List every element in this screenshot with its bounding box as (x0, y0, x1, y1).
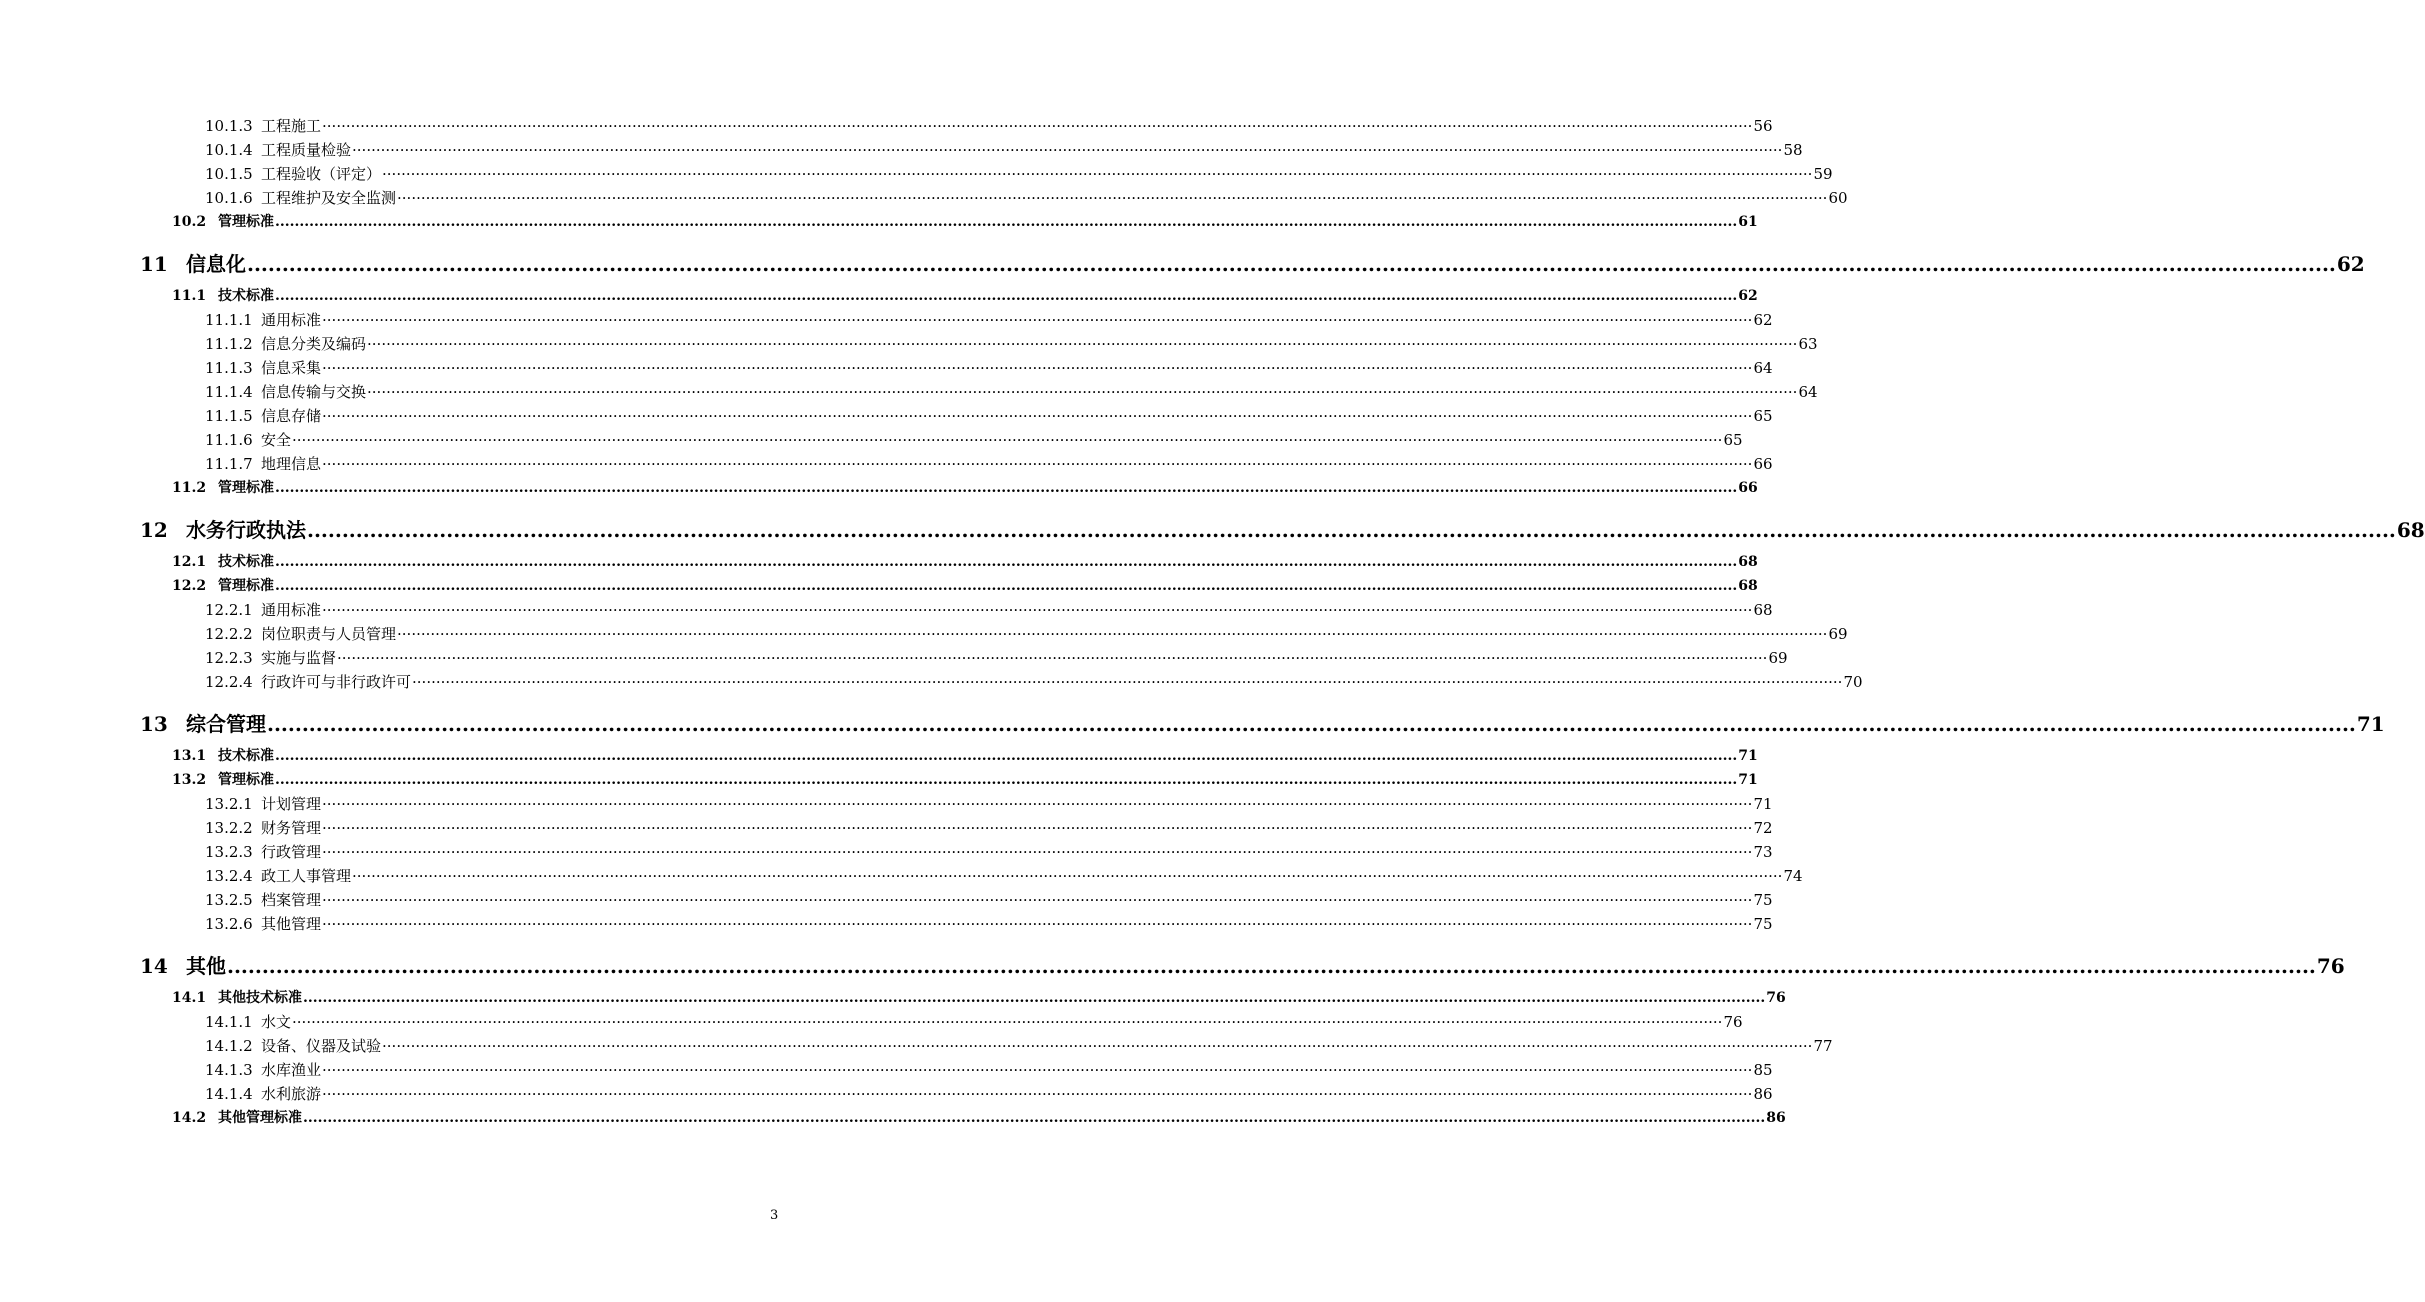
toc-entry-title: 财务管理 (261, 819, 322, 837)
toc-entry-title: 档案管理 (261, 891, 322, 909)
toc-entry-number: 13.2.6 (205, 915, 253, 933)
dot-leader: ............................................................................................................................................................................................................................................................................................................ (247, 252, 2336, 276)
toc-entry-title: 管理标准 (218, 480, 274, 496)
toc-entry-title: 通用标准 (261, 311, 322, 329)
toc-entry-level-3[interactable] (0, 841, 1773, 862)
toc-entry-level-3[interactable] (0, 647, 1788, 668)
toc-entry-level-3[interactable] (0, 381, 1818, 402)
toc-entry-page: 59 (1813, 165, 1833, 183)
toc-entry-page: 68 (1738, 578, 1758, 594)
toc-entry-title: 通用标准 (261, 601, 322, 619)
toc-entry-page: 68 (1753, 601, 1773, 619)
toc-entry-title: 技术标准 (218, 288, 274, 304)
toc-entry-level-3[interactable] (0, 1059, 1773, 1080)
toc-entry-number: 12.2.3 (205, 649, 253, 667)
toc-entry-title: 安全 (261, 431, 292, 449)
toc-entry-page: 65 (1753, 407, 1773, 425)
toc-entry-page: 86 (1753, 1085, 1773, 1103)
dot-leader: ············································································································································································································································································································ (397, 625, 1828, 643)
toc-entry-level-3[interactable] (0, 913, 1773, 934)
toc-entry-number: 10.1.6 (205, 189, 253, 207)
toc-entry-level-1[interactable] (0, 248, 2365, 277)
toc-entry-page: 71 (1738, 748, 1758, 764)
dot-leader: ············································································································································································································································································································ (397, 189, 1828, 207)
toc-entry-title: 其他管理 (261, 915, 322, 933)
toc-entry-title: 水文 (261, 1013, 292, 1031)
toc-entry-level-3[interactable] (0, 1011, 1743, 1032)
toc-entry-number: 14.1.2 (205, 1037, 253, 1055)
toc-entry-page: 76 (1723, 1013, 1743, 1031)
toc-entry-level-3[interactable] (0, 333, 1818, 354)
toc-entry-page: 85 (1753, 1061, 1773, 1079)
toc-entry-page: 62 (1738, 288, 1758, 304)
dot-leader: ............................................................................................................................................................................................................................................................................................................ (275, 772, 1738, 788)
toc-entry-level-3[interactable] (0, 187, 1848, 208)
toc-entry-page: 71 (2356, 712, 2385, 736)
dot-leader: ············································································································································································································································································································ (322, 117, 1753, 135)
dot-leader: ............................................................................................................................................................................................................................................................................................................ (275, 554, 1738, 570)
toc-entry-title: 水务行政执法 (186, 518, 306, 542)
toc-entry-level-3[interactable] (0, 793, 1773, 814)
dot-leader: ············································································································································································································································································································ (367, 335, 1798, 353)
toc-entry-level-3[interactable] (0, 139, 1803, 160)
toc-entry-title: 信息分类及编码 (261, 335, 367, 353)
dot-leader: ············································································································································································································································································································ (322, 601, 1753, 619)
toc-entry-level-1[interactable] (0, 708, 2385, 737)
toc-entry-page: 72 (1753, 819, 1773, 837)
toc-entry-page: 65 (1723, 431, 1743, 449)
toc-entry-level-3[interactable] (0, 115, 1773, 136)
toc-entry-number: 10.1.3 (205, 117, 253, 135)
toc-entry-title: 政工人事管理 (261, 867, 352, 885)
toc-entry-page: 64 (1753, 359, 1773, 377)
dot-leader: ············································································································································································································································································································ (322, 795, 1753, 813)
dot-leader: ............................................................................................................................................................................................................................................................................................................ (267, 712, 2356, 736)
toc-entry-number: 14.1.4 (205, 1085, 253, 1103)
toc-entry-page: 77 (1813, 1037, 1833, 1055)
toc-entry-title: 工程验收（评定） (261, 165, 382, 183)
toc-entry-number: 11.2 (172, 480, 207, 496)
toc-entry-title: 计划管理 (261, 795, 322, 813)
toc-entry-level-2[interactable] (0, 285, 1758, 305)
toc-entry-title: 技术标准 (218, 748, 274, 764)
toc-entry-number: 11.1.5 (205, 407, 253, 425)
toc-entry-level-3[interactable] (0, 163, 1833, 184)
dot-leader: ············································································································································································································································································································ (322, 1085, 1753, 1103)
toc-entry-level-2[interactable] (0, 575, 1758, 595)
toc-entry-level-3[interactable] (0, 453, 1773, 474)
toc-entry-page: 60 (1828, 189, 1848, 207)
toc-entry-number: 10.2 (172, 214, 207, 230)
toc-entry-page: 75 (1753, 891, 1773, 909)
toc-entry-level-2[interactable] (0, 211, 1758, 231)
toc-entry-number: 14.1 (172, 990, 207, 1006)
toc-entry-number: 14.1.1 (205, 1013, 253, 1031)
dot-leader: ············································································································································································································································································································ (382, 1037, 1813, 1055)
toc-entry-page: 76 (2316, 954, 2345, 978)
toc-entry-page: 69 (1828, 625, 1848, 643)
dot-leader: ············································································································································································································································································································ (382, 165, 1813, 183)
toc-entry-level-2[interactable] (0, 769, 1758, 789)
toc-entry-level-3[interactable] (0, 1083, 1773, 1104)
toc-entry-page: 58 (1783, 141, 1803, 159)
toc-entry-title: 其他技术标准 (218, 990, 302, 1006)
toc-entry-title: 实施与监督 (261, 649, 337, 667)
toc-entry-page: 68 (2396, 518, 2425, 542)
toc-entry-number: 13.2.5 (205, 891, 253, 909)
toc-entry-title: 综合管理 (186, 712, 266, 736)
toc-entry-level-3[interactable] (0, 599, 1773, 620)
dot-leader: ............................................................................................................................................................................................................................................................................................................ (275, 214, 1738, 230)
toc-entry-title: 水利旅游 (261, 1085, 322, 1103)
toc-entry-level-2[interactable] (0, 987, 1786, 1007)
toc-entry-level-3[interactable] (0, 889, 1773, 910)
dot-leader: ............................................................................................................................................................................................................................................................................................................ (275, 578, 1738, 594)
toc-entry-title: 工程施工 (261, 117, 322, 135)
toc-entry-page: 64 (1798, 383, 1818, 401)
toc-entry-page: 61 (1738, 214, 1758, 230)
dot-leader: ············································································································································································································································································································ (322, 843, 1753, 861)
dot-leader: ............................................................................................................................................................................................................................................................................................................ (275, 748, 1738, 764)
dot-leader: ············································································································································································································································································································ (322, 455, 1753, 473)
dot-leader: ............................................................................................................................................................................................................................................................................................................ (303, 990, 1766, 1006)
toc-entry-number: 11.1.4 (205, 383, 253, 401)
toc-entry-number: 11.1.1 (205, 311, 253, 329)
toc-entry-number: 13.2.1 (205, 795, 253, 813)
toc-entry-title: 信息存储 (261, 407, 322, 425)
page-number: 3 (770, 1208, 779, 1223)
toc-entry-number: 12.1 (172, 554, 207, 570)
dot-leader: ············································································································································································································································································································ (292, 1013, 1723, 1031)
dot-leader: ············································································································································································································································································································ (367, 383, 1798, 401)
toc-entry-page: 56 (1753, 117, 1773, 135)
dot-leader: ............................................................................................................................................................................................................................................................................................................ (275, 480, 1738, 496)
toc-entry-number: 13.2.3 (205, 843, 253, 861)
dot-leader: ............................................................................................................................................................................................................................................................................................................ (275, 288, 1738, 304)
dot-leader: ············································································································································································································································································································ (352, 141, 1783, 159)
toc-entry-number: 10.1.5 (205, 165, 253, 183)
toc-entry-page: 70 (1843, 673, 1863, 691)
toc-entry-level-3[interactable] (0, 405, 1773, 426)
toc-entry-number: 14.1.3 (205, 1061, 253, 1079)
dot-leader: ············································································································································································································································································································ (322, 311, 1753, 329)
toc-entry-page: 86 (1766, 1110, 1786, 1126)
toc-entry-level-2[interactable] (0, 745, 1758, 765)
toc-entry-title: 其他 (186, 954, 226, 978)
dot-leader: ············································································································································································································································································································ (322, 1061, 1753, 1079)
dot-leader: ············································································································································································································································································································ (322, 915, 1753, 933)
toc-entry-page: 71 (1738, 772, 1758, 788)
toc-entry-number: 11.1.2 (205, 335, 253, 353)
toc-entry-page: 66 (1753, 455, 1773, 473)
toc-entry-title: 技术标准 (218, 554, 274, 570)
toc-entry-level-1[interactable] (0, 514, 2425, 543)
toc-entry-number: 10.1.4 (205, 141, 253, 159)
toc-entry-number: 12.2.2 (205, 625, 253, 643)
toc-entry-page: 63 (1798, 335, 1818, 353)
toc-entry-level-2[interactable] (0, 477, 1758, 497)
toc-entry-page: 76 (1766, 990, 1786, 1006)
toc-entry-number: 12.2 (172, 578, 207, 594)
dot-leader: ············································································································································································································································································································ (322, 407, 1753, 425)
toc-entry-page: 74 (1783, 867, 1803, 885)
toc-entry-number: 13.1 (172, 748, 207, 764)
toc-entry-level-3[interactable] (0, 671, 1863, 692)
toc-entry-page: 62 (1753, 311, 1773, 329)
dot-leader: ............................................................................................................................................................................................................................................................................................................ (227, 954, 2316, 978)
toc-entry-title: 岗位职责与人员管理 (261, 625, 397, 643)
toc-entry-page: 68 (1738, 554, 1758, 570)
toc-entry-title: 水库渔业 (261, 1061, 322, 1079)
dot-leader: ············································································································································································································································································································ (322, 819, 1753, 837)
toc-entry-level-2[interactable] (0, 1107, 1786, 1127)
toc-entry-level-2[interactable] (0, 551, 1758, 571)
dot-leader: ............................................................................................................................................................................................................................................................................................................ (307, 518, 2396, 542)
toc-entry-title: 设备、仪器及试验 (261, 1037, 382, 1055)
toc-entry-number: 11.1.7 (205, 455, 253, 473)
toc-entry-page: 75 (1753, 915, 1773, 933)
toc-entry-title: 工程维护及安全监测 (261, 189, 397, 207)
dot-leader: ············································································································································································································································································································ (337, 649, 1768, 667)
toc-entry-page: 69 (1768, 649, 1788, 667)
toc-entry-page: 71 (1753, 795, 1773, 813)
toc-entry-level-3[interactable] (0, 309, 1773, 330)
dot-leader: ············································································································································································································································································································ (292, 431, 1723, 449)
toc-entry-number: 13.2 (172, 772, 207, 788)
toc-entry-number: 12.2.1 (205, 601, 253, 619)
toc-entry-number: 14.2 (172, 1110, 207, 1126)
toc-entry-level-3[interactable] (0, 429, 1743, 450)
dot-leader: ············································································································································································································································································································ (322, 359, 1753, 377)
toc-entry-level-3[interactable] (0, 865, 1803, 886)
toc-entry-title: 管理标准 (218, 578, 274, 594)
toc-entry-number: 13 (140, 712, 168, 736)
toc-entry-title: 行政许可与非行政许可 (261, 673, 412, 691)
toc-entry-number: 13.2.2 (205, 819, 253, 837)
toc-entry-number: 12.2.4 (205, 673, 253, 691)
toc-entry-level-3[interactable] (0, 357, 1773, 378)
dot-leader: ············································································································································································································································································································ (412, 673, 1843, 691)
dot-leader: ············································································································································································································································································································ (352, 867, 1783, 885)
toc-entry-number: 14 (140, 954, 168, 978)
toc-entry-level-3[interactable] (0, 623, 1848, 644)
toc-entry-title: 信息采集 (261, 359, 322, 377)
toc-entry-page: 73 (1753, 843, 1773, 861)
toc-entry-title: 行政管理 (261, 843, 322, 861)
toc-entry-title: 信息传输与交换 (261, 383, 367, 401)
toc-entry-level-3[interactable] (0, 817, 1773, 838)
toc-entry-level-1[interactable] (0, 950, 2345, 979)
toc-entry-title: 管理标准 (218, 772, 274, 788)
toc-entry-title: 工程质量检验 (261, 141, 352, 159)
toc-entry-title: 地理信息 (261, 455, 322, 473)
toc-entry-number: 11 (140, 252, 168, 276)
toc-entry-number: 11.1.3 (205, 359, 253, 377)
toc-entry-level-3[interactable] (0, 1035, 1833, 1056)
toc-entry-page: 62 (2336, 252, 2365, 276)
toc-entry-title: 信息化 (186, 252, 246, 276)
dot-leader: ············································································································································································································································································································ (322, 891, 1753, 909)
toc-entry-number: 13.2.4 (205, 867, 253, 885)
toc-entry-number: 12 (140, 518, 168, 542)
toc-entry-page: 66 (1738, 480, 1758, 496)
toc-entry-title: 其他管理标准 (218, 1110, 302, 1126)
toc-entry-number: 11.1 (172, 288, 207, 304)
toc-entry-title: 管理标准 (218, 214, 274, 230)
toc-entry-number: 11.1.6 (205, 431, 253, 449)
dot-leader: ............................................................................................................................................................................................................................................................................................................ (303, 1110, 1766, 1126)
